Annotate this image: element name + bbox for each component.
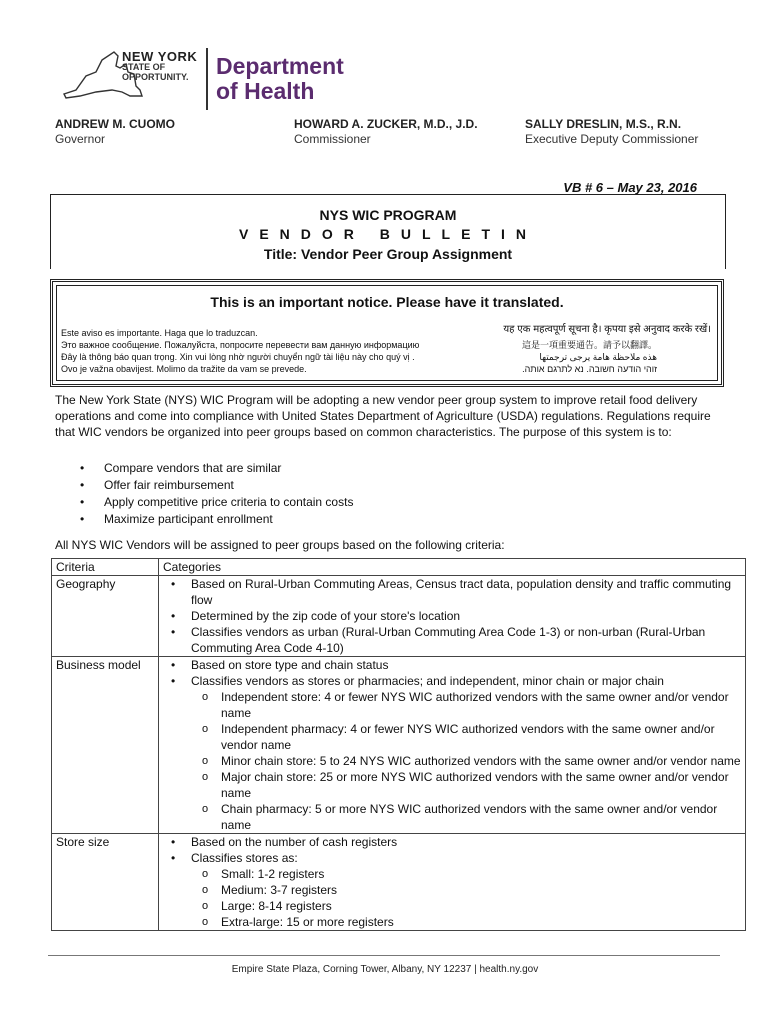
- bulletin-number-date: VB # 6 – May 23, 2016: [563, 180, 697, 195]
- categories-cell: [159, 834, 746, 931]
- category-item: • Classifies vendors as urban (Rural-Urban Commuting Area Code 1-3) or non-urban (Rural-Urban Commuting Area Code 4-10): [191, 624, 741, 656]
- official-name: ANDREW M. CUOMO: [55, 117, 175, 131]
- bulletin-type: VENDOR BULLETIN: [239, 226, 537, 242]
- letterhead: [0, 0, 770, 160]
- purpose-item: • Compare vendors that are similar: [80, 461, 282, 475]
- category-item: • Determined by the zip code of your store's location: [191, 608, 741, 624]
- subcategory-item: o Minor chain store: 5 to 24 NYS WIC authorized vendors with the same owner and/or vendor name: [221, 753, 741, 769]
- program-name: NYS WIC PROGRAM: [319, 207, 457, 223]
- official-commissioner: [294, 117, 478, 147]
- notice-vietnamese: Đây là thông báo quan trọng. Xin vui lòng nhờ người chuyển ngữ tài liệu này cho quý vị .: [61, 352, 415, 362]
- department-of-health-wordmark: [216, 54, 344, 104]
- subcategory-item: o Major chain store: 25 or more NYS WIC authorized vendors with the same owner and/or vendor name: [221, 769, 741, 801]
- logo-divider: [206, 48, 208, 110]
- categories-cell: [159, 657, 746, 834]
- notice-inner-border: [56, 285, 718, 381]
- logo-line-3: OPPORTUNITY.: [122, 72, 189, 82]
- intro-paragraph: The New York State (NYS) WIC Program will be adopting a new vendor peer group system to improve retail food delivery operations and come into compliance with United States Department of Agriculture (USDA) regulations. Regulations require that WIC vendors be organized into peer groups based on common characteristics. The purpose of this system is to:: [55, 393, 711, 439]
- subcategory-list: [191, 689, 741, 833]
- official-governor: [55, 117, 175, 147]
- subcategory-item: o Small: 1-2 registers: [221, 866, 741, 882]
- official-title: Commissioner: [294, 132, 371, 146]
- subcategory-item: o Independent store: 4 or fewer NYS WIC authorized vendors with the same owner and/or vendor name: [221, 689, 741, 721]
- table-header-row: [52, 559, 746, 576]
- notice-bosnian: Ovo je važna obavijest. Molimo da tražite da vam se prevede.: [61, 364, 307, 374]
- official-name: SALLY DRESLIN, M.S., R.N.: [525, 117, 682, 131]
- department-line-1: Department: [216, 53, 344, 79]
- footer-address: Empire State Plaza, Corning Tower, Albany, NY 12237 | health.ny.gov: [231, 964, 539, 975]
- subcategory-item: o Large: 8-14 registers: [221, 898, 741, 914]
- notice-arabic: هذه ملاحظة هامة يرجى ترجمتها: [539, 352, 657, 362]
- category-item: • Based on store type and chain status: [191, 657, 741, 673]
- subcategory-list: [191, 866, 741, 930]
- bulletin-title: Title: Vendor Peer Group Assignment: [263, 246, 513, 262]
- notice-heading: This is an important notice. Please have it translated.: [210, 294, 564, 310]
- official-title: Governor: [55, 132, 106, 146]
- criteria-table: [51, 558, 746, 931]
- categories-cell: [159, 576, 746, 657]
- ny-state-wordmark: [122, 49, 198, 82]
- notice-chinese: 這是一項重要通告。請予以翻譯。: [521, 340, 657, 350]
- logo-line-2: STATE OF: [122, 62, 166, 72]
- criteria-name: Business model: [52, 657, 159, 834]
- official-name: HOWARD A. ZUCKER, M.D., J.D.: [294, 117, 478, 131]
- official-title: Executive Deputy Commissioner: [525, 132, 699, 146]
- header-criteria: Criteria: [52, 559, 159, 576]
- notice-spanish: Este aviso es importante. Haga que lo traduzcan.: [61, 328, 258, 338]
- purpose-item: • Maximize participant enrollment: [80, 512, 273, 526]
- purpose-text: Maximize participant enrollment: [104, 512, 273, 526]
- category-list: [163, 657, 741, 833]
- header-categories: Categories: [159, 559, 746, 576]
- purpose-text: Compare vendors that are similar: [104, 461, 282, 475]
- notice-russian: Это важное сообщение. Пожалуйста, попросите перевести вам данную информацию: [61, 340, 420, 350]
- criteria-name: Store size: [52, 834, 159, 931]
- table-row-geography: [52, 576, 746, 657]
- criteria-name: Geography: [52, 576, 159, 657]
- table-row-store-size: [52, 834, 746, 931]
- category-item-text: Classifies stores as:: [191, 851, 298, 865]
- category-list: [163, 834, 741, 930]
- purpose-text: Offer fair reimbursement: [104, 478, 234, 492]
- purpose-text: Apply competitive price criteria to contain costs: [104, 495, 354, 509]
- purpose-item: • Apply competitive price criteria to contain costs: [80, 495, 354, 509]
- footer-rule: [48, 955, 720, 956]
- category-list: [163, 576, 741, 656]
- table-row-business-model: [52, 657, 746, 834]
- subcategory-item: o Medium: 3-7 registers: [221, 882, 741, 898]
- purpose-item: • Offer fair reimbursement: [80, 478, 234, 492]
- bulletin-title-box: [50, 194, 726, 269]
- category-item: [191, 850, 741, 930]
- department-line-2: of Health: [216, 78, 315, 104]
- logo-line-1: NEW YORK: [122, 49, 198, 64]
- official-deputy-commissioner: [525, 117, 698, 147]
- category-item: • Based on Rural-Urban Commuting Areas, Census tract data, population density and traffic commuting flow: [191, 576, 741, 608]
- category-item: [191, 673, 741, 833]
- translation-notice-box: [50, 279, 724, 387]
- notice-hebrew: זוהי הודעה חשובה. נא לתרגם אותה.: [522, 364, 657, 374]
- category-item: • Based on the number of cash registers: [191, 834, 741, 850]
- subcategory-item: o Chain pharmacy: 5 or more NYS WIC authorized vendors with the same owner and/or vendor name: [221, 801, 741, 833]
- notice-hindi: यह एक महत्वपूर्ण सूचना है। कृपया इसे अनुवाद करके रखें।: [503, 324, 711, 335]
- category-item-text: Classifies vendors as stores or pharmacies; and independent, minor chain or major chain: [191, 674, 664, 688]
- subcategory-item: o Extra-large: 15 or more registers: [221, 914, 741, 930]
- subcategory-item: o Independent pharmacy: 4 or fewer NYS WIC authorized vendors with the same owner and/or vendor name: [221, 721, 741, 753]
- criteria-lead: All NYS WIC Vendors will be assigned to peer groups based on the following criteria:: [55, 538, 505, 552]
